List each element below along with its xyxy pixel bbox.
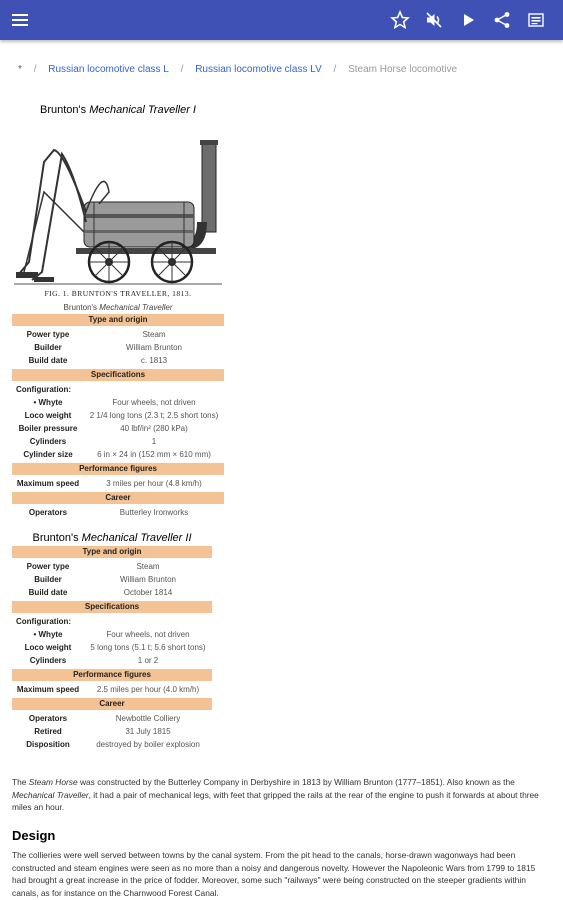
app-bar [0,0,563,40]
row-operators [12,712,212,725]
row-label: Configuration: [16,385,72,394]
row-loco-weight [12,409,224,422]
row-value: 6 in × 24 in (152 mm × 610 mm) [97,450,211,459]
breadcrumb-link-class-l[interactable]: Russian locomotive class L [48,64,169,75]
section-performance: Performance figures [12,463,224,475]
menu-icon[interactable] [10,10,30,30]
row-label: Boiler pressure [18,424,78,433]
row-label: Maximum speed [16,685,80,694]
row-value[interactable]: Newbottle Colliery [115,714,181,723]
infobox-title [12,104,224,116]
row-power-type [12,328,224,341]
row-value: destroyed by boiler explosion [96,740,200,749]
row-whyte [12,396,224,409]
row-build-date [12,586,212,599]
title-italic: Mechanical Traveller I [89,104,196,116]
row-value: 2.5 miles per hour (4.0 km/h) [96,685,200,694]
row-label: Power type [26,562,70,571]
row-value[interactable]: William Brunton [125,343,182,352]
row-loco-weight [12,641,212,654]
more-icon[interactable] [526,10,546,30]
row-value[interactable]: Steam [136,562,160,571]
star-icon[interactable] [390,10,410,30]
design-paragraph: The collieries were well served between towns by the canal system. From the pit head to the canals, horse-drawn wagonways had been constructed and steam engines were seen as no more than a noisy and dangerous novelty. However the Napoleonic Wars from 1799 to 1815 had brought a great increase in the price of fodder. Moreover, some such "railways" were being constructed on the steeper gradients within canals, as for instance on the Charnwood Forest Canal. [12,850,536,898]
row-build-date [12,354,224,367]
row-whyte [12,628,212,641]
row-label: Build date [28,588,68,597]
row-value: 5 long tons (5.1 t; 5.6 short tons) [90,643,206,652]
volume-off-icon[interactable] [424,10,444,30]
row-value: Four wheels, not driven [112,398,196,407]
breadcrumb-separator: / [33,64,37,75]
row-label: Loco weight [24,411,72,420]
row-configuration [12,615,212,628]
locomotive-engraving-image [14,122,222,287]
intro-text: , it had a pair of mechanical legs, with feet that gripped the rails at the rear of the engine to push it forwards at about three miles an hour. [12,789,539,812]
row-disposition [12,738,212,751]
section-type-origin: Type and origin [12,546,212,558]
infobox-mechanical-traveller-1 [12,104,224,519]
row-label: Cylinder size [23,450,73,459]
section-type-origin: Type and origin [12,314,224,326]
intro-italic: Steam Horse [28,777,78,787]
row-cylinder-size [12,448,224,461]
section-specifications: Specifications [12,601,212,613]
row-retired [12,725,212,738]
title-text: Brunton's [40,104,90,116]
breadcrumb-home[interactable]: * [18,64,22,75]
infobox-mechanical-traveller-2 [12,532,212,751]
row-max-speed [12,477,224,490]
row-value: Four wheels, not driven [106,630,190,639]
image-caption [12,303,224,312]
play-icon[interactable] [458,10,478,30]
row-max-speed [12,683,212,696]
breadcrumb-separator: / [180,64,184,75]
row-label: Maximum speed [16,479,80,488]
breadcrumb-link-class-lv[interactable]: Russian locomotive class LV [195,64,322,75]
row-label: Cylinders [29,437,67,446]
row-value: October 1814 [123,588,173,597]
title-text: Brunton's [32,532,82,544]
row-value: c. 1813 [140,356,168,365]
intro-text: The [12,777,29,787]
row-builder [12,341,224,354]
row-label: Operators [28,508,68,517]
row-cylinders [12,435,224,448]
breadcrumb [18,64,457,75]
row-value [84,621,212,623]
row-label: Build date [28,356,68,365]
row-configuration [12,383,224,396]
caption-italic: Mechanical Traveller [99,303,173,312]
row-label: Cylinders [29,656,67,665]
intro-italic: Mechanical Traveller [12,789,89,800]
intro-paragraph [12,776,550,814]
row-value[interactable]: Butterley Ironworks [119,508,189,517]
row-value[interactable]: Steam [142,330,166,339]
section-specifications: Specifications [12,369,224,381]
breadcrumb-separator: / [333,64,337,75]
row-label: Builder [34,575,62,584]
row-cylinders [12,654,212,667]
row-label: Retired [34,727,62,736]
caption-text: Brunton's [63,303,100,312]
row-label: Loco weight [24,643,72,652]
section-performance: Performance figures [12,669,212,681]
row-label: Disposition [26,740,70,749]
row-value: 3 miles per hour (4.8 km/h) [106,479,202,488]
breadcrumb-current: Steam Horse locomotive [348,64,458,75]
row-value: 31 July 1815 [125,727,171,736]
row-label: Power type [26,330,70,339]
row-label: Builder [34,343,62,352]
row-value [84,389,224,391]
section-career: Career [12,698,212,710]
row-value: 1 or 2 [137,656,159,665]
row-value: 40 lbf/in² (280 kPa) [120,424,188,433]
intro-text: was constructed by the Butterley Company in Derbyshire in 1813 by William Brunton (1777–1851). Also known as the [77,777,515,787]
section-career: Career [12,492,224,504]
row-value[interactable]: William Brunton [119,575,176,584]
row-value: 2 1/4 long tons (2.3 t; 2.5 short tons) [89,411,219,420]
row-label: Configuration: [16,617,72,626]
infobox-title [12,532,212,544]
row-label[interactable]: • Whyte [33,630,63,639]
row-builder [12,573,212,586]
row-operators [12,506,224,519]
row-power-type [12,560,212,573]
row-label: Operators [28,714,68,723]
section-heading-design: Design [12,828,56,843]
row-label[interactable]: • Whyte [33,398,63,407]
row-value: 1 [151,437,157,446]
title-italic: Mechanical Traveller II [81,532,192,544]
image-label: FIG. 1. BRUNTON'S TRAVELLER, 1813. [44,289,192,298]
row-boiler-pressure [12,422,224,435]
share-icon[interactable] [492,10,512,30]
